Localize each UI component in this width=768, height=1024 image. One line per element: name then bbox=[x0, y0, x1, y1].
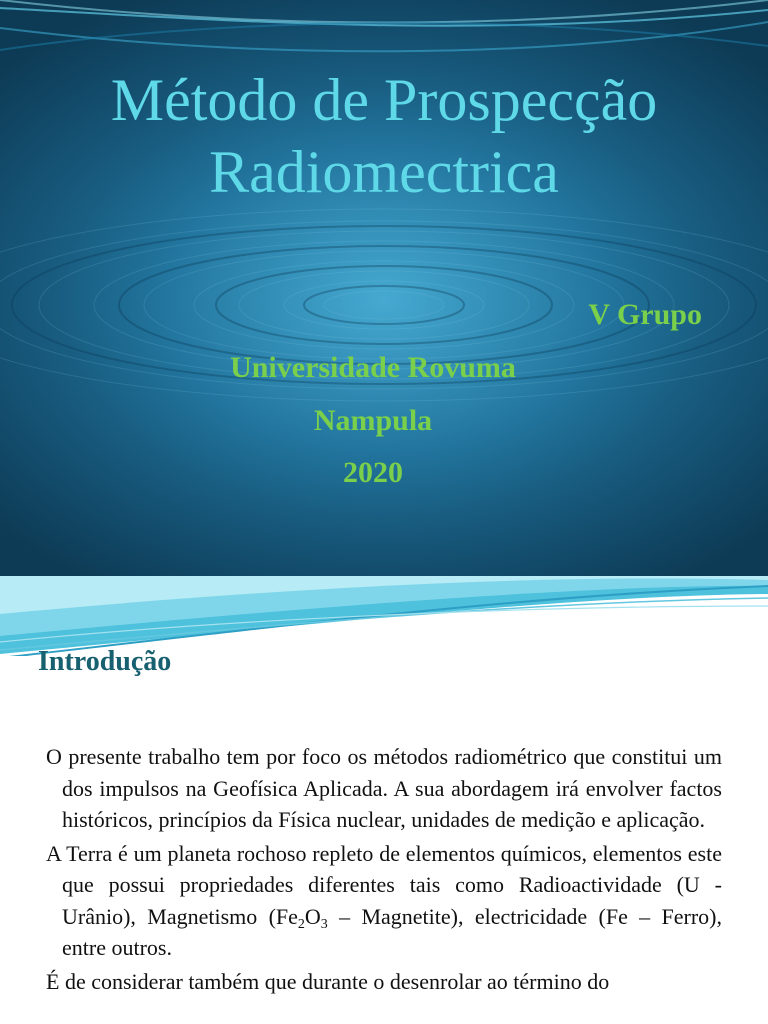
slide-title-line1: Método de Prospecção bbox=[110, 67, 658, 133]
university-label: Universidade Rovuma bbox=[230, 351, 516, 384]
paragraph-3: É de considerar também que durante o desenrolar ao término do bbox=[46, 968, 610, 994]
slide-title-line2: Radiomectrica bbox=[209, 139, 559, 205]
slide-title bbox=[0, 64, 768, 208]
paragraph-2: A Terra é um planeta rochoso repleto de elementos químicos, elementos este que possui propriedades diferentes tais como Radioactividade (U - Urânio), Magnetismo ($Fe_2O_3$ – Magnetite), electricidade (Fe – Ferro), entre outros. bbox=[46, 840, 722, 960]
introduction-slide bbox=[0, 576, 768, 1024]
paragraph-1: O presente trabalho tem por foco os métodos radiométrico que constitui um dos impulsos na Geofísica Aplicada. A sua abordagem irá envolver factos históricos, princípios da Física nuclear, unidades de medição e aplicação. bbox=[46, 744, 722, 832]
section-heading: Introdução bbox=[38, 646, 172, 677]
year-label: 2020 bbox=[343, 456, 403, 489]
slide-body bbox=[46, 741, 722, 997]
city-label: Nampula bbox=[313, 404, 433, 437]
group-label: V Grupo bbox=[588, 298, 702, 331]
